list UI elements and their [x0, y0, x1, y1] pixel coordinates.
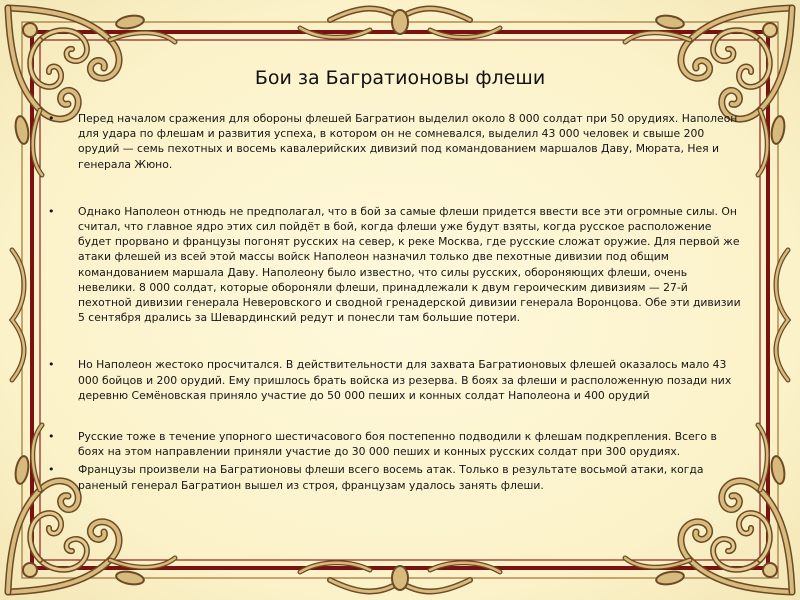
slide-title: Бои за Багратионовы флеши: [254, 67, 546, 89]
list-item: [40, 111, 742, 172]
bullet-icon: •: [48, 463, 55, 477]
list-item: [40, 204, 742, 326]
list-item: [40, 429, 742, 459]
bullet-icon: •: [48, 358, 55, 372]
paragraph-text: Однако Наполеон отнюдь не предполагал, что в бой за самые флеши придется ввести все эти огромные силы. Он считал, что главное ядро этих сил пойдёт в бой, когда флеши уже будут взяты, когда русское расположение будет прорвано и французы погонят русских на север, к реке Москва, где русские сложат оружие. Для первой же атаки флешей из всей этой массы войск Наполеон назначил только две пехотные дивизии под общим командованием маршала Даву. Наполеону было известно, что силы русских, обороняющих флеши, очень невелики. 8 000 солдат, которые обороняли флеши, принадлежали к двум героическим дивизиям — 27-й пехотной дивизии генерала Неверовского и сводной гренадерской дивизии генерала Воронцова. Обе эти дивизии 5 сентября дрались за Шевардинский редут и понесли там большие потери.: [78, 204, 741, 325]
content-list: [40, 111, 742, 493]
list-item: [40, 357, 742, 403]
bullet-icon: •: [48, 204, 55, 218]
paragraph-text: Русские тоже в течение упорного шестичасового боя постепенно подводили к флешам подкрепления. Всего в боях на этом направлении приняли участие до 30 000 пеших и конных русских солдат при 300 орудиях.: [78, 430, 717, 459]
paragraph-text: Французы произвели на Багратионовы флеши всего восемь атак. Только в результате восьмой атаки, когда раненый генерал Багратион вышел из строя, французам удалось занять флеши.: [78, 463, 704, 492]
paragraph-text: Но Наполеон жестоко просчитался. В действительности для захвата Багратионовых флешей оказалось мало 43 000 бойцов и 200 орудий. Ему пришлось брать войска из резерва. В боях за флеши и расположенную позади них деревню Семёновская приняло участие до 50 000 пеших и конных солдат Наполеона и 400 орудий: [78, 358, 732, 402]
bullet-icon: •: [48, 430, 55, 444]
paragraph-text: Перед началом сражения для обороны флешей Багратион выделил около 8 000 солдат при 50 орудиях. Наполеон для удара по флешам и развития успеха, в котором он не сомневался, выделил 43 000 человек и свыше 200 орудий — семь пехотных и восемь кавалерийских дивизий под командованием маршалов Даву, Мюрата, Нея и генерала Жюно.: [78, 112, 738, 171]
list-item: [40, 462, 742, 492]
bullet-icon: •: [48, 112, 55, 125]
